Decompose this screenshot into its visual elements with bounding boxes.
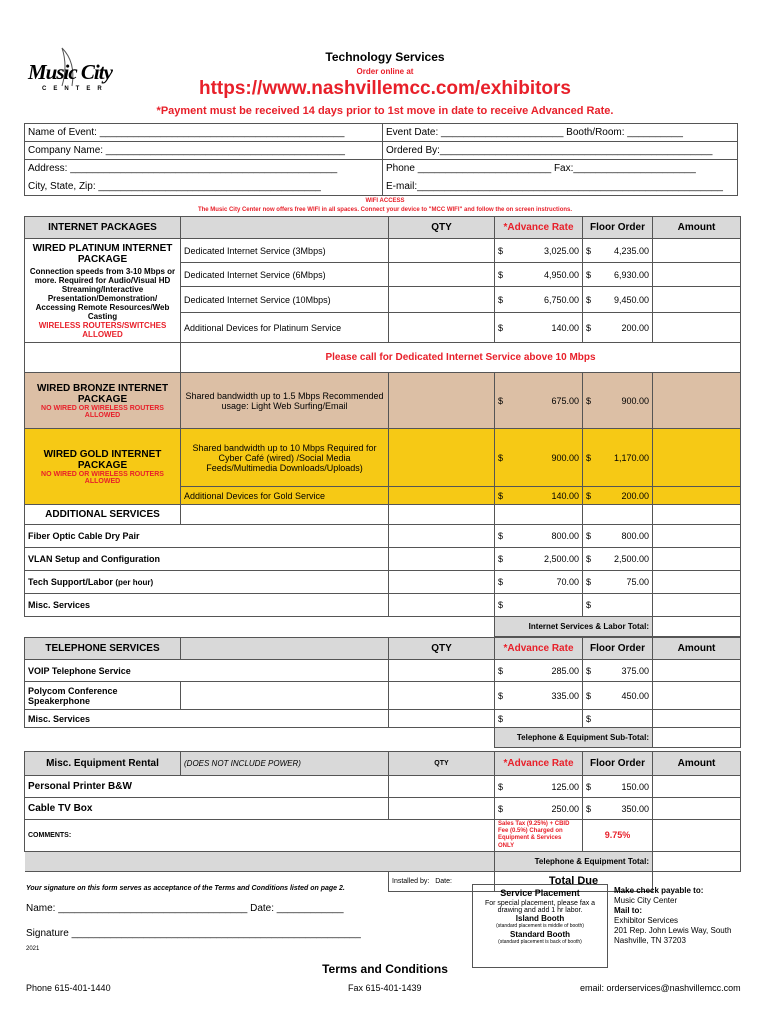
qty-input[interactable] — [389, 429, 495, 487]
bronze-package-cell: WIRED BRONZE INTERNET PACKAGE NO WIRED OR WIRELESS ROUTERS ALLOWED — [25, 373, 181, 429]
equipment-header: Misc. Equipment Rental — [25, 752, 181, 776]
floor-order-header: Floor Order — [583, 217, 653, 239]
service-label: VLAN Setup and Configuration — [25, 548, 389, 571]
amount-input[interactable] — [653, 239, 741, 263]
bronze-desc: Shared bandwidth up to 1.5 Mbps Recommended usage: Light Web Surfing/Email — [181, 373, 389, 429]
qty-input[interactable] — [389, 682, 495, 710]
amount-input[interactable] — [653, 429, 741, 487]
installed-by-field[interactable]: Installed by: Date: — [389, 871, 495, 891]
phone-fax-field[interactable]: Phone ________________________ Fax:______________________ — [386, 163, 696, 175]
equipment-label: Personal Printer B&W — [25, 776, 389, 798]
qty-input[interactable] — [389, 263, 495, 287]
payable-block: Make check payable to: Music City Center Mail to: Exhibitor Services 201 Rep. John Lewis Way, South Nashville, TN 37203 — [614, 886, 732, 945]
qty-input[interactable] — [389, 571, 495, 594]
qty-input[interactable] — [389, 287, 495, 313]
amount-input[interactable] — [653, 820, 741, 852]
payment-note: *Payment must be received 14 days prior to 1st move in date to receive Advanced Rate. — [156, 105, 614, 117]
internet-packages-header: INTERNET PACKAGES — [25, 217, 181, 239]
service-label: Misc. Services — [25, 710, 389, 728]
qty-input[interactable] — [389, 798, 495, 820]
contact-form — [24, 123, 738, 196]
event-date-field[interactable]: Event Date: ______________________ Booth/Room: __________ — [383, 124, 738, 142]
service-label: Tech Support/Labor (per hour) — [25, 571, 389, 594]
service-label: Fiber Optic Cable Dry Pair — [25, 525, 389, 548]
footer-fax: Fax 615-401-1439 — [348, 983, 422, 993]
qty-input[interactable] — [389, 660, 495, 682]
qty-input[interactable] — [389, 313, 495, 343]
service-label: Misc. Services — [25, 594, 389, 617]
amount-input[interactable] — [653, 373, 741, 429]
advance-rate-header: *Advance Rate — [495, 217, 583, 239]
service-label: VOIP Telephone Service — [25, 660, 389, 682]
telephone-total-label: Telephone & Equipment Total: — [495, 851, 653, 871]
page-title: Technology Services — [325, 50, 445, 64]
qty-header: QTY — [389, 217, 495, 239]
amount-input[interactable] — [653, 728, 741, 748]
qty-input[interactable] — [389, 487, 495, 505]
email-field[interactable]: E-mail:_______________________________________________________ — [386, 180, 723, 192]
qty-input[interactable] — [389, 239, 495, 263]
city-field[interactable]: City, State, Zip: ________________________________________ — [25, 178, 383, 196]
amount-input[interactable] — [653, 660, 741, 682]
gold-package-cell: WIRED GOLD INTERNET PACKAGE NO WIRED OR WIRELESS ROUTERS ALLOWED — [25, 429, 181, 505]
amount-input[interactable] — [653, 571, 741, 594]
equipment-table: Misc. Equipment Rental (DOES NOT INCLUDE POWER) QTY *Advance Rate Floor Order Amount Personal Printer B&W $ 125.00 $ 150.00 Cable TV Box $ 250.00 $ 350.00 COMMENTS: Sales Tax (9.25%) + CBID Fee (0.5%) Charged on Equipment & Services ONLY 9.75% Telephone & Equipment Total: Installed by: Date: Total Due — [24, 751, 741, 892]
tax-rate: 9.75% — [583, 820, 653, 852]
exhibitors-url[interactable]: https://www.nashvillemcc.com/exhibitors — [199, 78, 571, 99]
address-field[interactable]: Address: ________________________________________________ — [25, 160, 383, 178]
wifi-text: The Music City Center now offers free WIFI in all spaces. Connect your device to "MCC WIFI" and follow the on screen instructions. — [197, 207, 573, 213]
year-label: 2021 — [26, 946, 40, 952]
service-label: Polycom Conference Speakerphone — [25, 682, 181, 710]
tax-label: Sales Tax (9.25%) + CBID Fee (0.5%) Charged on Equipment & Services ONLY — [495, 820, 583, 852]
internet-total-label: Internet Services & Labor Total: — [495, 617, 653, 637]
call-note: Please call for Dedicated Internet Service above 10 Mbps — [181, 343, 741, 373]
qty-input[interactable] — [389, 373, 495, 429]
platinum-item-label: Additional Devices for Platinum Service — [181, 313, 389, 343]
amount-input[interactable] — [653, 594, 741, 617]
total-due-label: Total Due — [495, 871, 653, 891]
amount-input[interactable] — [653, 263, 741, 287]
amount-input[interactable] — [653, 548, 741, 571]
amount-input[interactable] — [653, 851, 741, 871]
telephone-subtotal-label: Telephone & Equipment Sub-Total: — [495, 728, 653, 748]
amount-input[interactable] — [653, 487, 741, 505]
gold-desc: Shared bandwidth up to 10 Mbps Required for Cyber Café (wired) /Social Media Feeds/Multimedia Downloads/Uploads) — [181, 429, 389, 487]
wifi-title: WIFI ACCESS — [365, 198, 405, 204]
signature-field[interactable]: Signature ____________________________________________________ — [26, 928, 361, 939]
qty-input[interactable] — [389, 710, 495, 728]
amount-input[interactable] — [653, 617, 741, 637]
qty-input[interactable] — [389, 594, 495, 617]
qty-input[interactable] — [389, 776, 495, 798]
telephone-services-header: TELEPHONE SERVICES — [25, 638, 181, 660]
amount-input[interactable] — [653, 798, 741, 820]
ordered-by-field[interactable]: Ordered By:_________________________________________________ — [383, 142, 738, 160]
event-name-field[interactable]: Name of Event: ____________________________________________ — [25, 124, 383, 142]
music-city-logo: Music City CENTER — [22, 46, 118, 102]
platinum-item-label: Dedicated Internet Service (6Mbps) — [181, 263, 389, 287]
qty-input[interactable] — [389, 525, 495, 548]
amount-input[interactable] — [653, 525, 741, 548]
amount-input[interactable] — [653, 287, 741, 313]
no-power-note: (DOES NOT INCLUDE POWER) — [181, 752, 389, 776]
service-placement-box: Service Placement For special placement, please fax a drawing and add 1 hr labor. Island Booth (standard placement is middle of booth) Standard Booth (standard placement is back of booth) — [472, 884, 608, 968]
platinum-item-label: Dedicated Internet Service (3Mbps) — [181, 239, 389, 263]
amount-input[interactable] — [653, 710, 741, 728]
equipment-label: Cable TV Box — [25, 798, 389, 820]
comments-field[interactable]: COMMENTS: — [25, 820, 495, 852]
footer-email[interactable]: email: orderservices@nashvillemcc.com — [580, 983, 741, 993]
amount-input[interactable] — [653, 776, 741, 798]
amount-input[interactable] — [653, 313, 741, 343]
platinum-item-label: Dedicated Internet Service (10Mbps) — [181, 287, 389, 313]
order-online-text: Order online at — [356, 67, 414, 76]
signature-ack: Your signature on this form serves as acceptance of the Terms and Conditions listed on page 2. — [26, 885, 345, 892]
telephone-table: TELEPHONE SERVICES QTY *Advance Rate Floor Order Amount VOIP Telephone Service $ 285.00 $ 375.00 Polycom Conference Speakerphone $ 335.00 $ 450.00 Misc. Services $ $ Telephone & Equipment Sub-Total: — [24, 637, 741, 748]
additional-services-header: ADDITIONAL SERVICES — [25, 505, 181, 525]
amount-header: Amount — [653, 217, 741, 239]
gold-add-label: Additional Devices for Gold Service — [181, 487, 389, 505]
internet-table: INTERNET PACKAGES QTY *Advance Rate Floor Order Amount WIRED PLATINUM INTERNET PACKAGE Connection speeds from 3-10 Mbps or more. Required for Audio/Visual HD Streaming/Interactive Presentation/Demonstration/ Accessing Remote Resources/Web Casting WIRELESS ROUTERS/SWITCHES ALLOWED Dedicated Internet Service (3Mbps) $ 3,025.00 $ 4,235.00 Dedicated Internet Service (6Mbps) $ 4,950.00 $ 6,930.00 Dedicated Internet Service (10Mbps) $ 6,750.00 $ 9,450.00 Additional Devices for Platinum Service $ 140.00 $ 200.00 Please call for Dedicated Internet Service above 10 Mbps WIRED BRONZE INTERNET PACKAGE NO WIRED OR WIRELESS ROUTERS ALLOWED Shared bandwidth up to 1.5 Mbps Recommended usage: Light Web Surfing/Email $ 675.00 $ 900.00 WIRED GOLD INTERNET PACKAGE NO WIRED OR WIRELESS ROUTERS ALLOWED Shared bandwidth up to 10 Mbps Required for Cyber Café (wired) /Social Media Feeds/Multimedia Downloads/Uploads) $ 900.00 $ 1,170.00 Additional Devices for Gold Service $ 140.00 $ 200.00 ADDITIONAL SERVICES Fiber Optic Cable Dry Pair $ 800.00 $ 800.00 VLAN Setup and Configuration $ 2,500.00 $ 2,500.00 Tech Support/Labor (per hour) $ 70.00 $ 75.00 Misc. Services $ $ Internet Services & Labor Total: — [24, 216, 741, 637]
amount-input[interactable] — [653, 682, 741, 710]
qty-input[interactable] — [389, 548, 495, 571]
terms-heading: Terms and Conditions — [322, 962, 448, 976]
company-name-field[interactable]: Company Name: ___________________________________________ — [25, 142, 383, 160]
platinum-package-cell: WIRED PLATINUM INTERNET PACKAGE Connection speeds from 3-10 Mbps or more. Required for Audio/Visual HD Streaming/Interactive Presentation/Demonstration/ Accessing Remote Resources/Web Casting WIRELESS ROUTERS/SWITCHES ALLOWED — [25, 239, 181, 343]
footer-phone: Phone 615-401-1440 — [26, 983, 111, 993]
name-date-field[interactable]: Name: __________________________________ Date: ____________ — [26, 903, 344, 914]
